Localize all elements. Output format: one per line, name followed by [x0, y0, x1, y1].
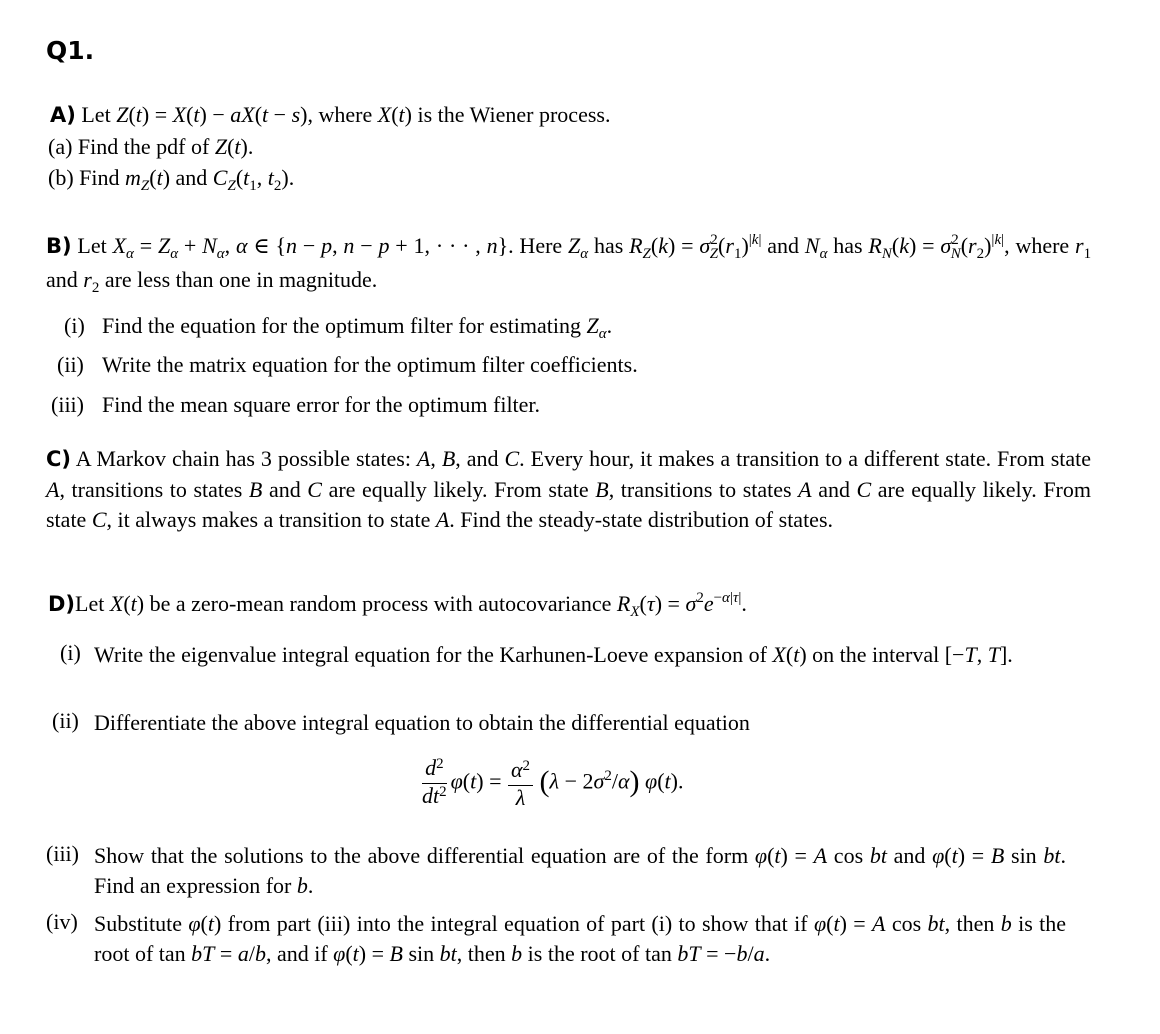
item-label: (i) [64, 313, 85, 338]
item-label: (a) [48, 134, 73, 159]
part-a-label: A) [50, 103, 76, 127]
item-label: (i) [60, 640, 81, 665]
item-label: (iii) [51, 392, 84, 417]
part-a-item-b: (b) Find $m_Z(t)$ and $C_Z(t_1$, $t_2$). [48, 165, 295, 194]
differential-equation: $\frac{d^2}{dt^2}$ φ(t) = $\frac{\alpha^2}{\lambda}$ $(\lambda - 2\sigma^2/\alpha)$ φ(t). [422, 755, 684, 810]
item-label: (ii) [52, 708, 79, 733]
question-label: Q1. [46, 36, 95, 65]
part-c-text: C) A Markov chain has 3 possible states: A, B, and C. Every hour, it makes a transition to a different state. From state A, transitions to states B and C are equally likely. From state B, transitions to states A and C are equally likely. From state C, it always makes a transition to state A. Find the steady-state distribution of states. [46, 446, 1092, 532]
item-label: (ii) [57, 352, 84, 377]
part-b-stem: B) Let $X_\alpha = Z_\alpha + N_\alpha$, α ∈ {n − p, n − p + 1, · · · , n}. Here $Z_\alpha$ has $R_Z(k) = \sigma^2_Z(r_1)^{|k|}$ and $N_\alpha$ has $R_N(k) = \sigma^2_N(r_2)^{|k|}$, where $r_1$ and $r_2$ are less than one in magnitude. [46, 232, 1092, 296]
item-label: (b) [48, 165, 74, 190]
part-d-label: D) [48, 592, 76, 616]
part-a-stem: A) Let Z(t) = X(t) − aX(t − s), where X(t) is the Wiener process. [50, 102, 611, 127]
part-a-item-a: (a) Find the pdf of Z(t). [48, 134, 254, 159]
item-label: (iv) [46, 909, 78, 934]
part-b-label: B) [46, 234, 72, 258]
part-d-stem: D)Let X(t) be a zero-mean random process with autocovariance $R_X(\tau) = \sigma^2e^{-\alpha|\tau|}$. [48, 590, 747, 620]
item-label: (iii) [46, 841, 79, 866]
part-c-label: C) [46, 447, 72, 471]
